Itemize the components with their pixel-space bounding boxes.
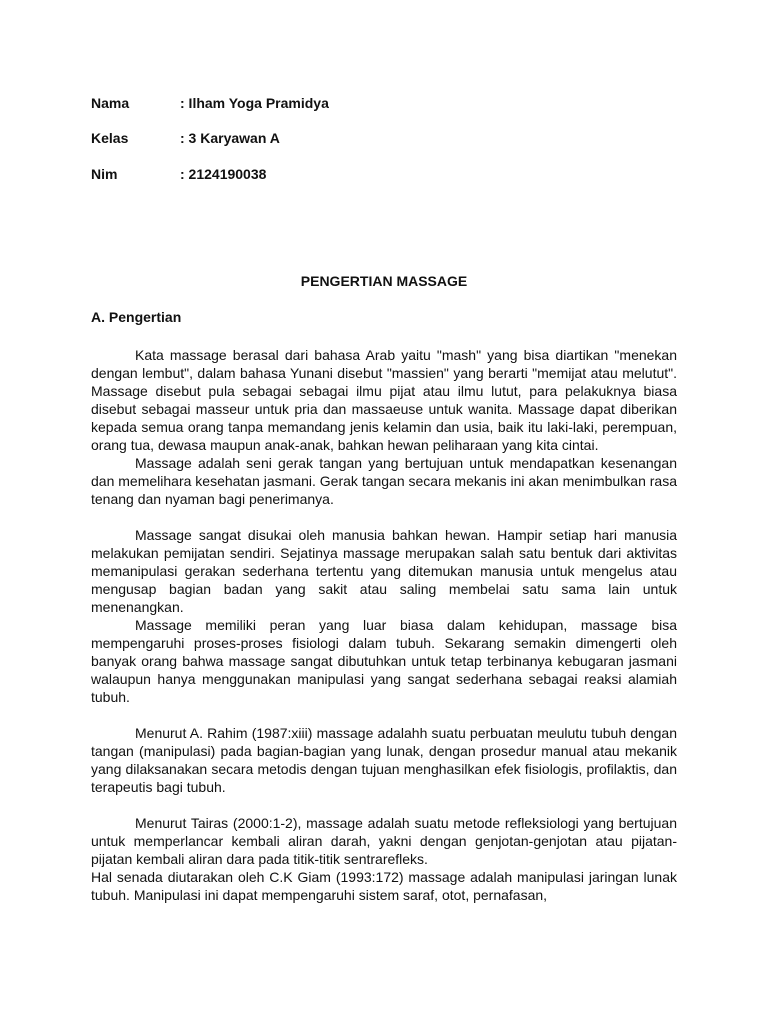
student-class-row [91,130,280,146]
paragraph: Menurut Tairas (2000:1-2), massage adalah suatu metode refleksiologi yang bertujuan untuk memperlancar kembali aliran darah, yakni dengan genjotan-genjotan atau pijatan-pijatan kembali aliran dara pada titik-titik sentrarefleks. [91,815,677,867]
student-name-row [91,95,329,111]
paragraph: Massage memiliki peran yang luar biasa dalam kehidupan, massage bisa mempengaruhi proses-proses fisiologi dalam tubuh. Sekarang semakin dimengerti oleh banyak orang bahwa massage sangat dibutuhkan untuk tetap terbinanya kebugaran jasmani walaupun hanya menggunakan manipulasi yang sangat sederhana sebagai reaksi alamiah tubuh. [91,617,677,705]
paragraph: Massage sangat disukai oleh manusia bahkan hewan. Hampir setiap hari manusia melakukan pemijatan sendiri. Sejatinya massage merupakan salah satu bentuk dari aktivitas memanipulasi gerakan sederhana tertentu yang ditemukan manusia untuk mengelus atau mengusap bagian badan yang sakit atau saling membelai satu sama lain untuk menenangkan. [91,527,677,615]
paragraph: Menurut A. Rahim (1987:xiii) massage adalahh suatu perbuatan meulutu tubuh dengan tangan (manipulasi) pada bagian-bagian yang lunak, dengan prosedur manual atau mekanik yang dilaksanakan secara metodis dengan tujuan menghasilkan efek fisiologis, profilaktis, dan terapeutis bagi tubuh. [91,725,677,795]
section-heading: A. Pengertian [91,309,182,325]
nim-label: Nim [91,166,118,182]
class-label: Kelas [91,130,129,146]
paragraph: Kata massage berasal dari bahasa Arab yaitu "mash" yang bisa diartikan "menekan dengan lembut", dalam bahasa Yunani disebut "massien" yang berarti "memijat atau melutut". Massage disebut pula sebagai sebagai ilmu pijat atau ilmu lutut, para pelakuknya biasa disebut sebagai masseur untuk pria dan massaeuse untuk wanita. Massage dapat diberikan kepada semua orang tanpa memandang jenis kelamin dan usia, baik itu laki-laki, perempuan, orang tua, dewasa maupun anak-anak, bahkan hewan peliharaan yang kita cintai. [91,347,677,453]
document-body [91,346,677,904]
student-nim-row [91,166,266,182]
paragraph: Hal senada diutarakan oleh C.K Giam (1993:172) massage adalah manipulasi jaringan lunak tubuh. Manipulasi ini dapat mempengaruhi sistem saraf, otot, pernafasan, [91,869,677,903]
name-value: : Ilham Yoga Pramidya [180,95,329,111]
name-label: Nama [91,95,130,111]
class-value: : 3 Karyawan A [180,130,280,146]
document-title: PENGERTIAN MASSAGE [300,273,468,289]
nim-value: : 2124190038 [180,166,267,182]
paragraph: Massage adalah seni gerak tangan yang bertujuan untuk mendapatkan kesenangan dan memelihara kesehatan jasmani. Gerak tangan secara mekanis ini akan menimbulkan rasa tenang dan nyaman bagi penerimanya. [91,455,677,507]
